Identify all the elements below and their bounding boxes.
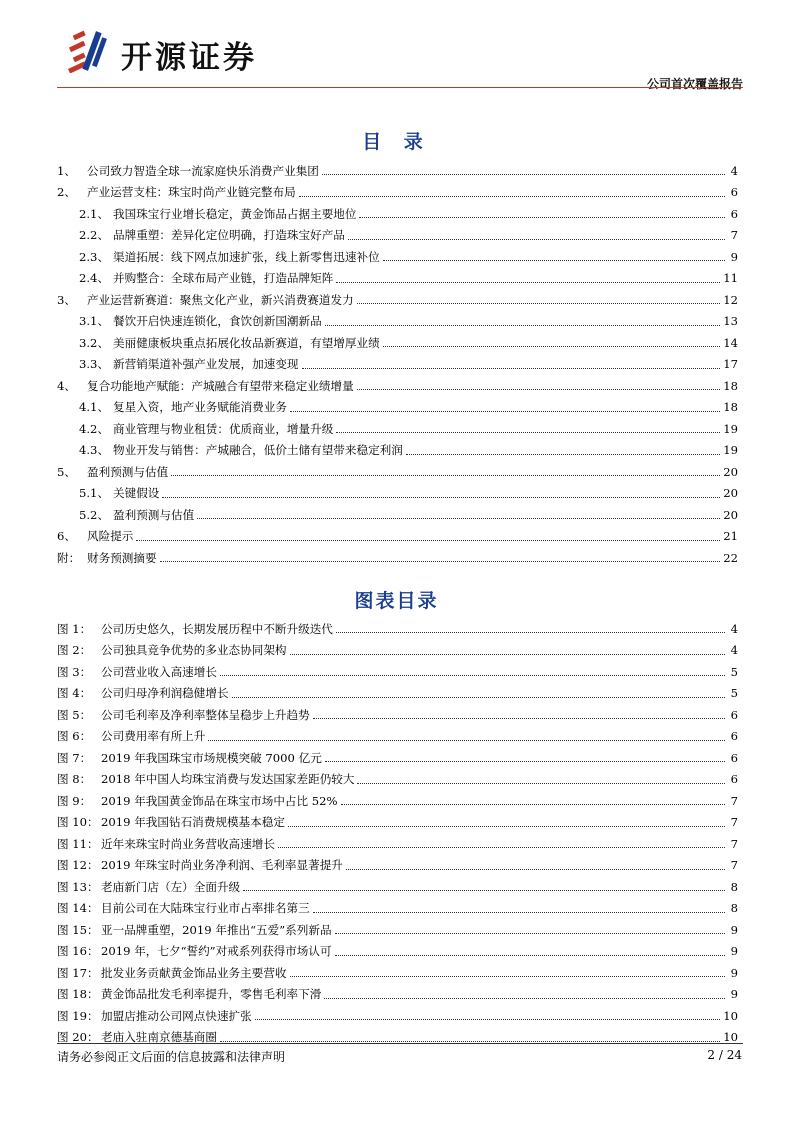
dot-leader: [302, 368, 721, 369]
entry-page: 8: [730, 901, 738, 916]
dot-leader: [336, 282, 720, 283]
entry-title: 公司毛利率及净利率整体呈稳步上升趋势: [101, 707, 310, 722]
entry-title: 2019 年我国珠宝市场规模突破 7000 亿元: [101, 750, 322, 765]
entry-number: 2.2、: [79, 228, 110, 243]
entry-page: 7: [730, 228, 738, 243]
entry-number: 3、: [57, 292, 76, 307]
dot-leader: [136, 540, 720, 541]
entry-number: 图 10：: [57, 815, 99, 830]
dot-leader: [357, 303, 721, 304]
figure-entry[interactable]: [57, 683, 738, 705]
entry-number: 4、: [57, 378, 76, 393]
dot-leader: [324, 998, 725, 999]
entry-page: 8: [730, 879, 738, 894]
toc-title: 目 录: [362, 131, 431, 153]
entry-number: 图 9：: [57, 793, 92, 808]
entry-number: 图 2：: [57, 643, 92, 658]
toc-entry[interactable]: [57, 332, 738, 354]
entry-title: 公司费用率有所上升: [101, 729, 206, 744]
dot-leader: [348, 239, 725, 240]
toc-entry[interactable]: [57, 311, 738, 333]
entry-number: 图 11：: [57, 836, 99, 851]
entry-page: 9: [730, 965, 738, 980]
entry-page: 9: [730, 249, 738, 264]
figure-entry[interactable]: [57, 704, 738, 726]
figure-entry[interactable]: [57, 962, 738, 984]
entry-page: 6: [730, 750, 738, 765]
toc-entry[interactable]: [57, 397, 738, 419]
entry-title: 加盟店推动公司网点快速扩张: [101, 1008, 252, 1023]
entry-number: 图 1：: [57, 621, 92, 636]
entry-page: 7: [730, 815, 738, 830]
dot-leader: [336, 632, 725, 633]
toc-entry[interactable]: [57, 440, 738, 462]
dot-leader: [357, 783, 725, 784]
dot-leader: [406, 454, 720, 455]
entry-number: 图 17：: [57, 965, 99, 980]
toc-entry[interactable]: [57, 182, 738, 204]
entry-title: 物业开发与销售：产城融合，低价土储有望带来稳定利润: [113, 443, 403, 458]
dot-leader: [383, 346, 721, 347]
entry-title: 渠道拓展：线下网点加速扩张，线上新零售迅速补位: [113, 249, 380, 264]
entry-number: 3.2、: [79, 335, 110, 350]
toc-list: [57, 160, 738, 569]
figure-entry[interactable]: [57, 769, 738, 791]
figure-entry[interactable]: [57, 833, 738, 855]
entry-number: 图 14：: [57, 901, 99, 916]
toc-entry[interactable]: [57, 225, 738, 247]
dot-leader: [335, 933, 725, 934]
entry-title: 2019 年我国钻石消费规模基本稳定: [101, 815, 285, 830]
entry-title: 产业运营新赛道：聚焦文化产业，新兴消费赛道发力: [87, 292, 354, 307]
toc-entry[interactable]: [57, 418, 738, 440]
entry-page: 7: [730, 858, 738, 873]
entry-number: 图 3：: [57, 664, 92, 679]
toc-entry[interactable]: [57, 504, 738, 526]
entry-title: 风险提示: [87, 529, 134, 544]
dot-leader: [341, 804, 725, 805]
entry-page: 18: [723, 400, 738, 415]
entry-title: 2019 年珠宝时尚业务净利润、毛利率显著提升: [101, 858, 343, 873]
entry-number: 2.1、: [79, 206, 110, 221]
entry-page: 19: [723, 443, 738, 458]
entry-page: 13: [723, 314, 738, 329]
entry-page: 5: [730, 686, 738, 701]
figure-entry[interactable]: [57, 855, 738, 877]
figure-entry[interactable]: [57, 640, 738, 662]
toc-entry[interactable]: [57, 483, 738, 505]
entry-number: 图 13：: [57, 879, 99, 894]
toc-entry[interactable]: [57, 547, 738, 569]
entry-page: 6: [730, 185, 738, 200]
entry-title: 亚一品牌重塑，2019 年推出“五爱”系列新品: [101, 922, 332, 937]
entry-title: 目前公司在大陆珠宝行业市占率排名第三: [101, 901, 310, 916]
figure-entry[interactable]: [57, 661, 738, 683]
entry-title: 公司独具竞争优势的多业态协同架构: [101, 643, 287, 658]
entry-number: 2.4、: [79, 271, 110, 286]
dot-leader: [299, 196, 725, 197]
entry-page: 6: [730, 772, 738, 787]
entry-number: 图 15：: [57, 922, 99, 937]
entry-title: 老庙新门店（左）全面升级: [101, 879, 241, 894]
entry-page: 6: [730, 707, 738, 722]
entry-title: 公司营业收入高速增长: [101, 664, 217, 679]
entry-page: 18: [723, 378, 738, 393]
dot-leader: [232, 697, 725, 698]
dot-leader: [336, 432, 720, 433]
dot-leader: [220, 1041, 720, 1042]
dot-leader: [160, 561, 721, 562]
footer-divider: [57, 1043, 743, 1044]
entry-title: 公司致力智造全球一流家庭快乐消费产业集团: [87, 163, 319, 178]
dot-leader: [220, 675, 725, 676]
entry-title: 2019 年，七夕“誓约”对戒系列获得市场认可: [101, 944, 332, 959]
entry-title: 商业管理与物业租赁：优质商业，增量升级: [113, 421, 334, 436]
entry-page: 6: [730, 206, 738, 221]
entry-page: 7: [730, 836, 738, 851]
toc-entry[interactable]: [57, 203, 738, 225]
entry-page: 9: [730, 922, 738, 937]
entry-number: 图 8：: [57, 772, 92, 787]
dot-leader: [171, 475, 720, 476]
entry-number: 4.2、: [79, 421, 110, 436]
entry-title: 新营销渠道补强产业发展，加速变现: [113, 357, 299, 372]
toc-entry[interactable]: [57, 375, 738, 397]
toc-entry[interactable]: [57, 289, 738, 311]
entry-number: 2、: [57, 185, 76, 200]
entry-page: 22: [723, 550, 738, 565]
entry-title: 品牌重塑：差异化定位明确，打造珠宝好产品: [113, 228, 345, 243]
figure-entry[interactable]: [57, 747, 738, 769]
entry-page: 9: [730, 987, 738, 1002]
entry-page: 20: [723, 486, 738, 501]
entry-page: 9: [730, 944, 738, 959]
entry-number: 图 16：: [57, 944, 99, 959]
figure-entry[interactable]: [57, 1005, 738, 1027]
entry-title: 公司历史悠久，长期发展历程中不断升级迭代: [101, 621, 333, 636]
entry-page: 12: [723, 292, 738, 307]
entry-number: 图 6：: [57, 729, 92, 744]
dot-leader: [208, 740, 725, 741]
entry-page: 5: [730, 664, 738, 679]
entry-title: 2019 年我国黄金饰品在珠宝市场中占比 52%: [101, 793, 338, 808]
entry-number: 5、: [57, 464, 76, 479]
entry-number: 5.2、: [79, 507, 110, 522]
entry-title: 财务预测摘要: [87, 550, 157, 565]
entry-title: 老庙入驻南京德基商圈: [101, 1030, 217, 1045]
toc-entry[interactable]: [57, 268, 738, 290]
dot-leader: [325, 325, 721, 326]
entry-number: 6、: [57, 529, 76, 544]
dot-leader: [346, 869, 725, 870]
entry-number: 图 7：: [57, 750, 92, 765]
entry-number: 图 12：: [57, 858, 99, 873]
entry-number: 图 5：: [57, 707, 92, 722]
dot-leader: [290, 411, 720, 412]
entry-number: 图 20：: [57, 1030, 99, 1045]
entry-title: 黄金饰品批发毛利率提升，零售毛利率下滑: [101, 987, 322, 1002]
brand-name: 开源证券: [121, 40, 257, 76]
entry-title: 并购整合：全球布局产业链，打造品牌矩阵: [113, 271, 334, 286]
dot-leader: [313, 718, 725, 719]
figure-entry[interactable]: [57, 984, 738, 1006]
dot-leader: [335, 955, 725, 956]
figure-entry[interactable]: [57, 876, 738, 898]
report-type-label: 公司首次覆盖报告: [646, 77, 743, 91]
toc-entry[interactable]: [57, 354, 738, 376]
dot-leader: [162, 497, 720, 498]
footer-page-number: 2 / 24: [707, 1048, 742, 1062]
entry-title: 我国珠宝行业增长稳定，黄金饰品占据主要地位: [113, 206, 357, 221]
toc-entry[interactable]: [57, 526, 738, 548]
dot-leader: [290, 654, 725, 655]
figures-list: [57, 618, 738, 1048]
entry-page: 7: [730, 793, 738, 808]
toc-entry[interactable]: [57, 461, 738, 483]
dot-leader: [383, 260, 725, 261]
kaiyuan-logo-icon: [67, 27, 119, 73]
entry-page: 21: [723, 529, 738, 544]
figure-entry[interactable]: [57, 919, 738, 941]
figure-entry[interactable]: [57, 812, 738, 834]
page-header: [57, 18, 743, 91]
entry-number: 附：: [57, 550, 81, 565]
entry-number: 2.3、: [79, 249, 110, 264]
header-divider: [57, 87, 743, 88]
footer-disclaimer: 请务必参阅正文后面的信息披露和法律声明: [57, 1050, 286, 1064]
entry-page: 20: [723, 507, 738, 522]
entry-page: 4: [730, 163, 738, 178]
dot-leader: [325, 761, 725, 762]
entry-number: 3.1、: [79, 314, 110, 329]
toc-entry[interactable]: [57, 160, 738, 182]
figures-title: 图表目录: [354, 590, 439, 612]
figure-entry[interactable]: [57, 790, 738, 812]
entry-page: 10: [723, 1030, 738, 1045]
dot-leader: [357, 389, 721, 390]
entry-title: 关键假设: [113, 486, 160, 501]
entry-title: 盈利预测与估值: [113, 507, 195, 522]
entry-title: 盈利预测与估值: [87, 464, 169, 479]
figure-entry[interactable]: [57, 898, 738, 920]
dot-leader: [313, 912, 725, 913]
entry-number: 4.3、: [79, 443, 110, 458]
toc-entry[interactable]: [57, 246, 738, 268]
dot-leader: [359, 217, 725, 218]
entry-title: 餐饮开启快速连锁化，食饮创新国潮新品: [113, 314, 322, 329]
entry-title: 2018 年中国人均珠宝消费与发达国家差距仍较大: [101, 772, 355, 787]
entry-number: 1、: [57, 163, 76, 178]
entry-page: 17: [723, 357, 738, 372]
entry-page: 4: [730, 643, 738, 658]
entry-page: 19: [723, 421, 738, 436]
entry-number: 3.3、: [79, 357, 110, 372]
entry-page: 14: [723, 335, 738, 350]
entry-number: 图 4：: [57, 686, 92, 701]
entry-page: 11: [723, 271, 738, 286]
figure-entry[interactable]: [57, 941, 738, 963]
dot-leader: [243, 890, 725, 891]
entry-page: 6: [730, 729, 738, 744]
dot-leader: [290, 976, 725, 977]
entry-title: 产业运营支柱：珠宝时尚产业链完整布局: [87, 185, 296, 200]
figure-entry[interactable]: [57, 1027, 738, 1049]
entry-title: 复合功能地产赋能：产城融合有望带来稳定业绩增量: [87, 378, 354, 393]
entry-page: 10: [723, 1008, 738, 1023]
entry-number: 图 19：: [57, 1008, 99, 1023]
figure-entry[interactable]: [57, 618, 738, 640]
entry-title: 公司归母净利润稳健增长: [101, 686, 229, 701]
entry-number: 5.1、: [79, 486, 110, 501]
dot-leader: [197, 518, 720, 519]
dot-leader: [278, 847, 725, 848]
entry-title: 近年来珠宝时尚业务营收高速增长: [101, 836, 275, 851]
figure-entry[interactable]: [57, 726, 738, 748]
entry-title: 批发业务贡献黄金饰品业务主要营收: [101, 965, 287, 980]
entry-page: 20: [723, 464, 738, 479]
dot-leader: [288, 826, 725, 827]
dot-leader: [255, 1019, 721, 1020]
entry-number: 图 18：: [57, 987, 99, 1002]
entry-title: 美丽健康板块重点拓展化妆品新赛道，有望增厚业绩: [113, 335, 380, 350]
entry-title: 复星入资，地产业务赋能消费业务: [113, 400, 287, 415]
entry-number: 4.1、: [79, 400, 110, 415]
dot-leader: [322, 174, 725, 175]
entry-page: 4: [730, 621, 738, 636]
